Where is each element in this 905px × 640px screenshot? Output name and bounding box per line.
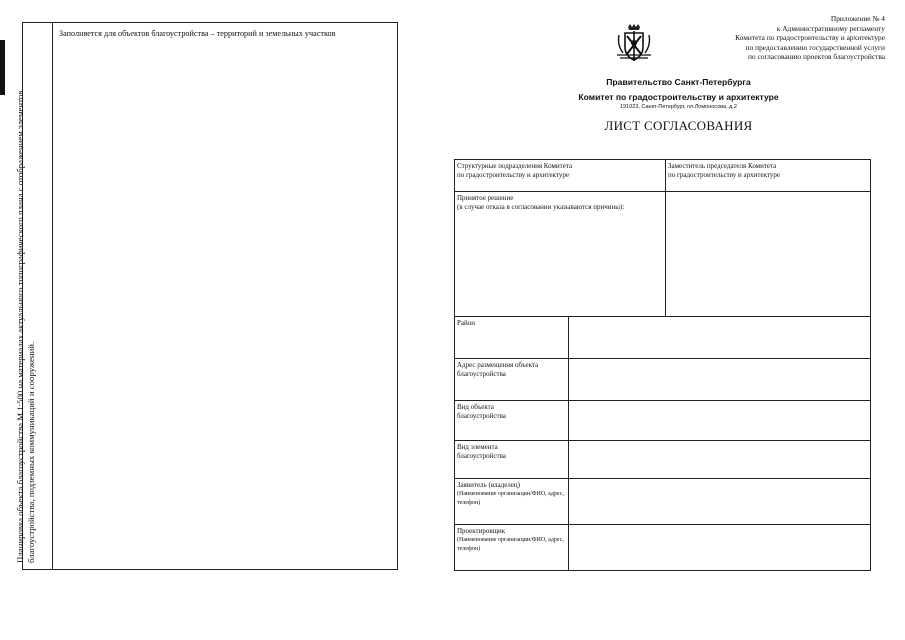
row-label-note: (Наименование организации/ФИО, адрес, телефон) [457, 537, 564, 552]
row-label-text: Вид объекта [457, 403, 494, 411]
table-row [455, 359, 871, 401]
row-label-text: благоустройства [457, 412, 506, 420]
government-name: Правительство Санкт-Петербурга [606, 77, 751, 87]
row-label-text: Вид элемента [457, 443, 498, 451]
row-label-note: (Наименование организации/ФИО, адрес, телефон) [457, 491, 564, 506]
appendix-line: к Административному регламенту [776, 23, 885, 33]
committee-address: 191023, Санкт-Петербург, пл.Ломоносова, д.2 [620, 104, 737, 110]
left-page [0, 0, 452, 640]
frame-divider [52, 23, 53, 569]
row-label [455, 479, 569, 525]
committee-name: Комитет по градостроительству и архитектуре [578, 92, 779, 102]
decision-hint: (в случае отказа в согласовании указываются причины): [457, 203, 625, 211]
fill-note: Заполняется для объектов благоустройства – территорий и земельных участков [59, 29, 336, 38]
row-label [455, 317, 569, 359]
header-text: по градостроительству и архитектуре [457, 171, 569, 179]
approval-table [454, 159, 871, 571]
row-label-text: Район [457, 319, 475, 327]
table-row [455, 441, 871, 479]
row-value [569, 525, 871, 571]
appendix-line: Приложение № 4 [830, 14, 885, 23]
header-text: Заместитель председателя Комитета [668, 162, 777, 170]
table-row [455, 317, 871, 359]
appendix-line: Комитета по градостроительству и архитектуре [735, 33, 885, 43]
plan-frame [15, 22, 398, 570]
coat-of-arms-icon [614, 23, 654, 63]
right-page [452, 0, 905, 640]
plan-caption: Планировка объекта благоустройства М 1:500 на материалах актуального топографического плана с отображением элементов благоустройства, подземных коммуникаций и сооружений. [15, 90, 36, 563]
row-label [455, 359, 569, 401]
deputy-header [666, 160, 871, 192]
appendix-line: по предоставлению государственной услуги [745, 42, 885, 52]
row-value [569, 317, 871, 359]
row-label-text: Адрес размещения объекта [457, 361, 539, 369]
header-text: Структурные подразделения Комитета [457, 162, 573, 170]
departments-header [455, 160, 666, 192]
decision-value-cell [666, 192, 871, 317]
decision-cell [455, 192, 666, 317]
row-value [569, 401, 871, 441]
row-label [455, 401, 569, 441]
row-label [455, 441, 569, 479]
row-label-text: Проектировщик [457, 527, 506, 535]
row-value [569, 479, 871, 525]
sheet-title: ЛИСТ СОГЛАСОВАНИЯ [604, 118, 753, 133]
row-label-text: благоустройства [457, 452, 506, 460]
table-row [455, 525, 871, 571]
row-label-text: благоустройства [457, 370, 506, 378]
row-value [569, 359, 871, 401]
binder-mark [0, 40, 5, 95]
row-label-text: Заявитель (владелец) [457, 481, 520, 489]
decision-label: Принятое решение [457, 194, 514, 202]
table-row [455, 401, 871, 441]
table-header-row [455, 160, 871, 192]
decision-row [455, 192, 871, 317]
appendix-line: по согласованию проектов благоустройства [747, 52, 885, 62]
row-value [569, 441, 871, 479]
appendix-note [735, 14, 885, 62]
header-text: по градостроительству и архитектуре [668, 171, 780, 179]
table-row [455, 479, 871, 525]
row-label [455, 525, 569, 571]
